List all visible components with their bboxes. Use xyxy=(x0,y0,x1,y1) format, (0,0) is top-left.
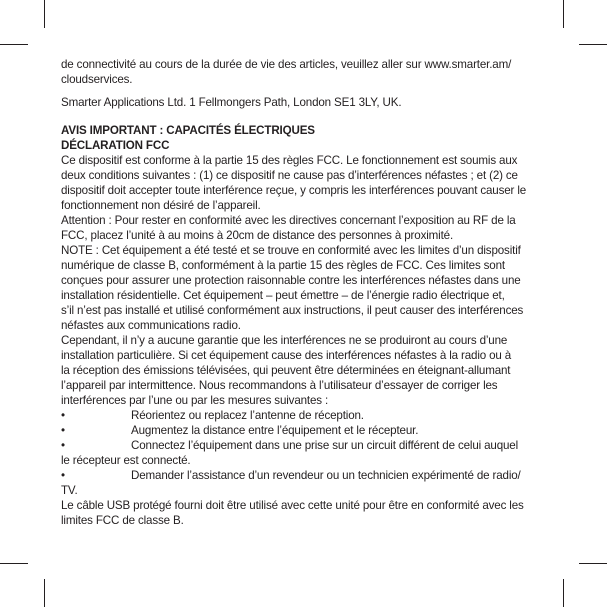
section-heading: AVIS IMPORTANT : CAPACITÉS ÉLECTRIQUES xyxy=(61,124,315,137)
text-line: interférences par l’une ou par les mesures suivantes : xyxy=(61,394,329,407)
intro-paragraph xyxy=(61,57,551,87)
text-line: limites FCC de classe B. xyxy=(61,514,184,527)
text-line: installation résidentielle. Cet équipement – peut émettre – de l’énergie radio électrique et, xyxy=(61,289,505,302)
crop-mark xyxy=(579,44,607,45)
fcc-statement xyxy=(61,153,551,408)
text-line: NOTE : Cet équipement a été testé et se trouve en conformité avec les limites d’un dispositif xyxy=(61,244,521,257)
text-line: cloudservices. xyxy=(61,73,133,86)
text-line: installation particulière. Si cet équipement cause des interférences néfastes à la radio ou à xyxy=(61,349,512,362)
list-item xyxy=(61,438,551,453)
crop-mark xyxy=(563,0,564,28)
document-body xyxy=(61,57,551,528)
text-line: s’il n’est pas installé et utilisé conformément aux instructions, il peut causer des interférences xyxy=(61,304,524,317)
company-address: Smarter Applications Ltd. 1 Fellmongers Path, London SE1 3LY, UK. xyxy=(61,96,402,109)
crop-mark xyxy=(579,563,607,564)
crop-mark xyxy=(563,579,564,607)
bullet-symbol: • xyxy=(61,409,65,422)
text-line: la réception des émissions télévisées, qui peuvent être déterminées en éteignant-allumant xyxy=(61,364,511,377)
list-item-text: Demander l’assistance d’un revendeur ou un technicien expérimenté de radio/ xyxy=(131,469,521,482)
list-item-continuation: le récepteur est connecté. xyxy=(61,454,191,467)
measures-list xyxy=(61,408,551,498)
text-line: Cependant, il n’y a aucune garantie que les interférences ne se produiront au cours d’une xyxy=(61,334,508,347)
text-line: Le câble USB protégé fourni doit être utilisé avec cette unité pour être en conformité avec les xyxy=(61,499,524,512)
list-item xyxy=(61,408,551,423)
bullet-symbol: • xyxy=(61,469,65,482)
text-line: deux conditions suivantes : (1) ce dispositif ne cause pas d’interférences néfastes ; et (2) ce xyxy=(61,169,518,182)
text-line: l’appareil par intermittence. Nous recommandons à l’utilisateur d’essayer de corriger les xyxy=(61,379,498,392)
usb-cable-note xyxy=(61,498,551,528)
list-item-text: Augmentez la distance entre l’équipement et le récepteur. xyxy=(131,424,419,437)
text-line: FCC, placez l’unité à au moins à 20cm de distance des personnes à proximité. xyxy=(61,229,454,242)
crop-mark xyxy=(0,44,28,45)
text-line: dispositif doit accepter toute interférence reçue, y compris les interférences pouvant causer le xyxy=(61,184,527,197)
crop-mark xyxy=(0,563,28,564)
crop-mark xyxy=(44,579,45,607)
crop-mark xyxy=(44,0,45,28)
text-line: Ce dispositif est conforme à la partie 15 des règles FCC. Le fonctionnement est soumis aux xyxy=(61,154,518,167)
text-line: de connectivité au cours de la durée de vie des articles, veuillez aller sur www.smarter.am/ xyxy=(61,58,512,71)
text-line: conçues pour assurer une protection raisonnable contre les interférences néfastes dans une xyxy=(61,274,521,287)
list-item-text: Réorientez ou replacez l’antenne de réception. xyxy=(131,409,364,422)
text-line: néfastes aux communications radio. xyxy=(61,319,241,332)
text-line: numérique de classe B, conformément à la partie 15 des règles de FCC. Ces limites sont xyxy=(61,259,505,272)
section-subheading: DÉCLARATION FCC xyxy=(61,139,170,152)
list-item-text: Connectez l’équipement dans une prise sur un circuit différent de celui auquel xyxy=(131,439,519,452)
bullet-symbol: • xyxy=(61,439,65,452)
text-line: Attention : Pour rester en conformité avec les directives concernant l’exposition au RF de la xyxy=(61,214,516,227)
bullet-symbol: • xyxy=(61,424,65,437)
list-item xyxy=(61,468,551,483)
text-line: fonctionnement non désiré de l’appareil. xyxy=(61,199,261,212)
list-item xyxy=(61,423,551,438)
list-item-continuation: TV. xyxy=(61,484,78,497)
